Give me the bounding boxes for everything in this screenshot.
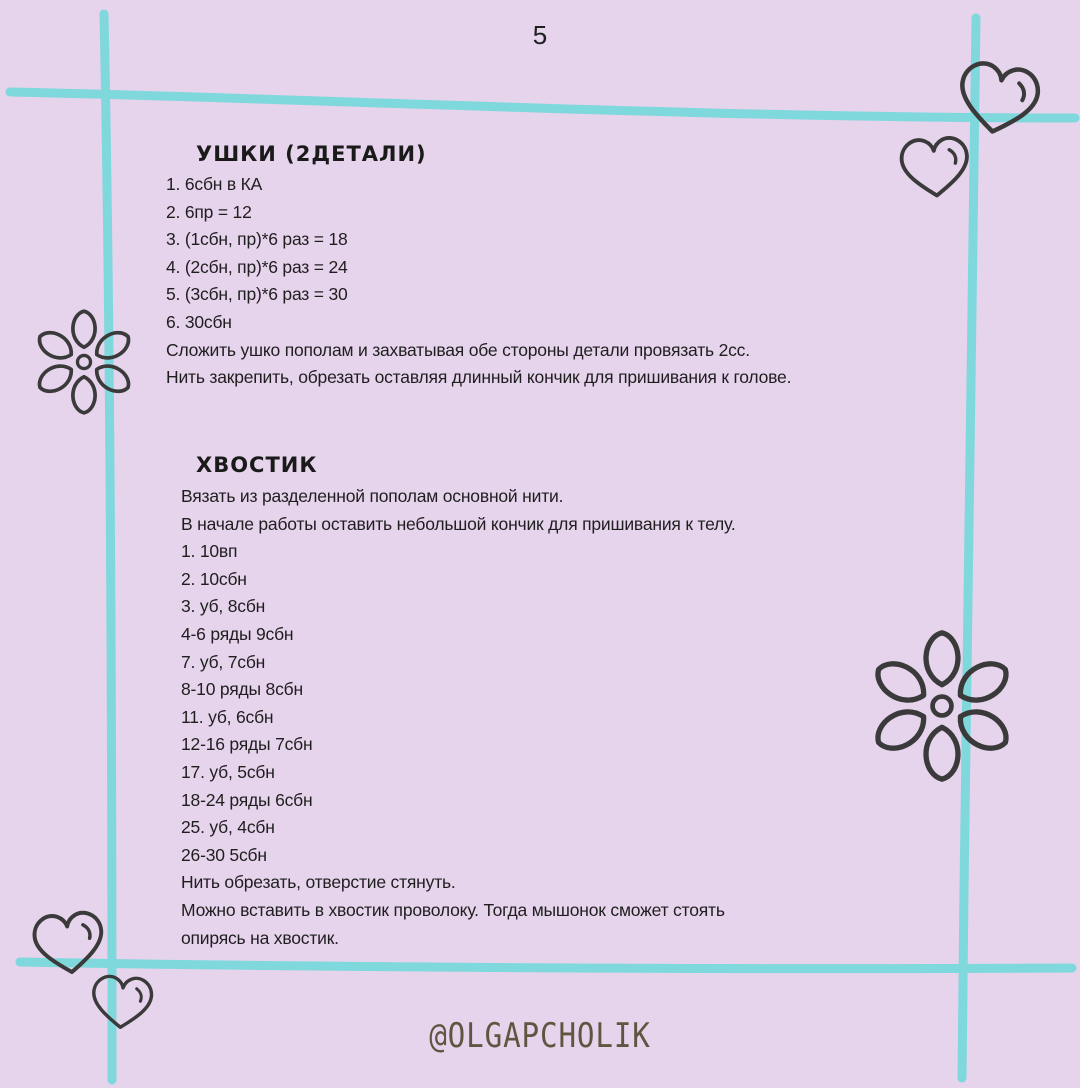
instruction-line: 12-16 ряды 7сбн [181, 734, 313, 755]
instruction-line: 3. (1сбн, пр)*6 раз = 18 [166, 229, 348, 250]
author-signature: @OLGAPCHOLIK [429, 1016, 651, 1056]
instruction-line: В начале работы оставить небольшой кончик для пришивания к телу. [181, 513, 736, 534]
instruction-line: опирясь на хвостик. [181, 927, 339, 948]
flower-icon [871, 633, 1014, 779]
instruction-list [181, 483, 736, 952]
instruction-line: 17. уб, 5сбн [181, 761, 275, 782]
instruction-line: 7. уб, 7сбн [181, 651, 266, 672]
instruction-line: 18-24 ряды 6сбн [181, 789, 313, 810]
instruction-line: 5. (3сбн, пр)*6 раз = 30 [166, 284, 348, 305]
instruction-line: 26-30 5сбн [181, 844, 267, 865]
instruction-line: Можно вставить в хвостик проволоку. Тогда мышонок сможет стоять [181, 899, 725, 920]
instruction-line: 4. (2сбн, пр)*6 раз = 24 [166, 256, 348, 277]
heart-icon [900, 137, 969, 198]
instruction-line: Нить закрепить, обрезать оставляя длинный кончик для пришивания к голове. [166, 367, 792, 388]
instruction-line: Сложить ушко пополам и захватывая обе стороны детали провязать 2сс. [166, 339, 750, 360]
instruction-line: 2. 10сбн [181, 568, 247, 589]
instruction-line: 3. уб, 8сбн [181, 596, 266, 617]
instruction-line: 2. 6пр = 12 [166, 201, 252, 222]
instruction-line: Вязать из разделенной пополам основной нити. [181, 486, 564, 506]
flower-icon [34, 311, 133, 413]
instruction-line: Нить обрезать, отверстие стянуть. [181, 872, 456, 893]
instruction-list [166, 171, 791, 392]
instruction-line: 1. 6сбн в КА [166, 174, 263, 194]
instruction-line: 25. уб, 4сбн [181, 817, 275, 838]
instruction-line: 8-10 ряды 8сбн [181, 679, 303, 700]
section-heading: УШКИ (2ДЕТАЛИ) [196, 142, 427, 166]
instruction-line: 11. уб, 6сбн [181, 706, 274, 727]
page-number: 5 [532, 20, 548, 50]
section-heading: ХВОСТИК [196, 453, 318, 477]
instruction-line: 1. 10вп [181, 541, 238, 562]
instruction-line: 4-6 ряды 9сбн [181, 623, 294, 644]
heart-icon [955, 60, 1041, 138]
instruction-line: 6. 30сбн [166, 311, 232, 332]
